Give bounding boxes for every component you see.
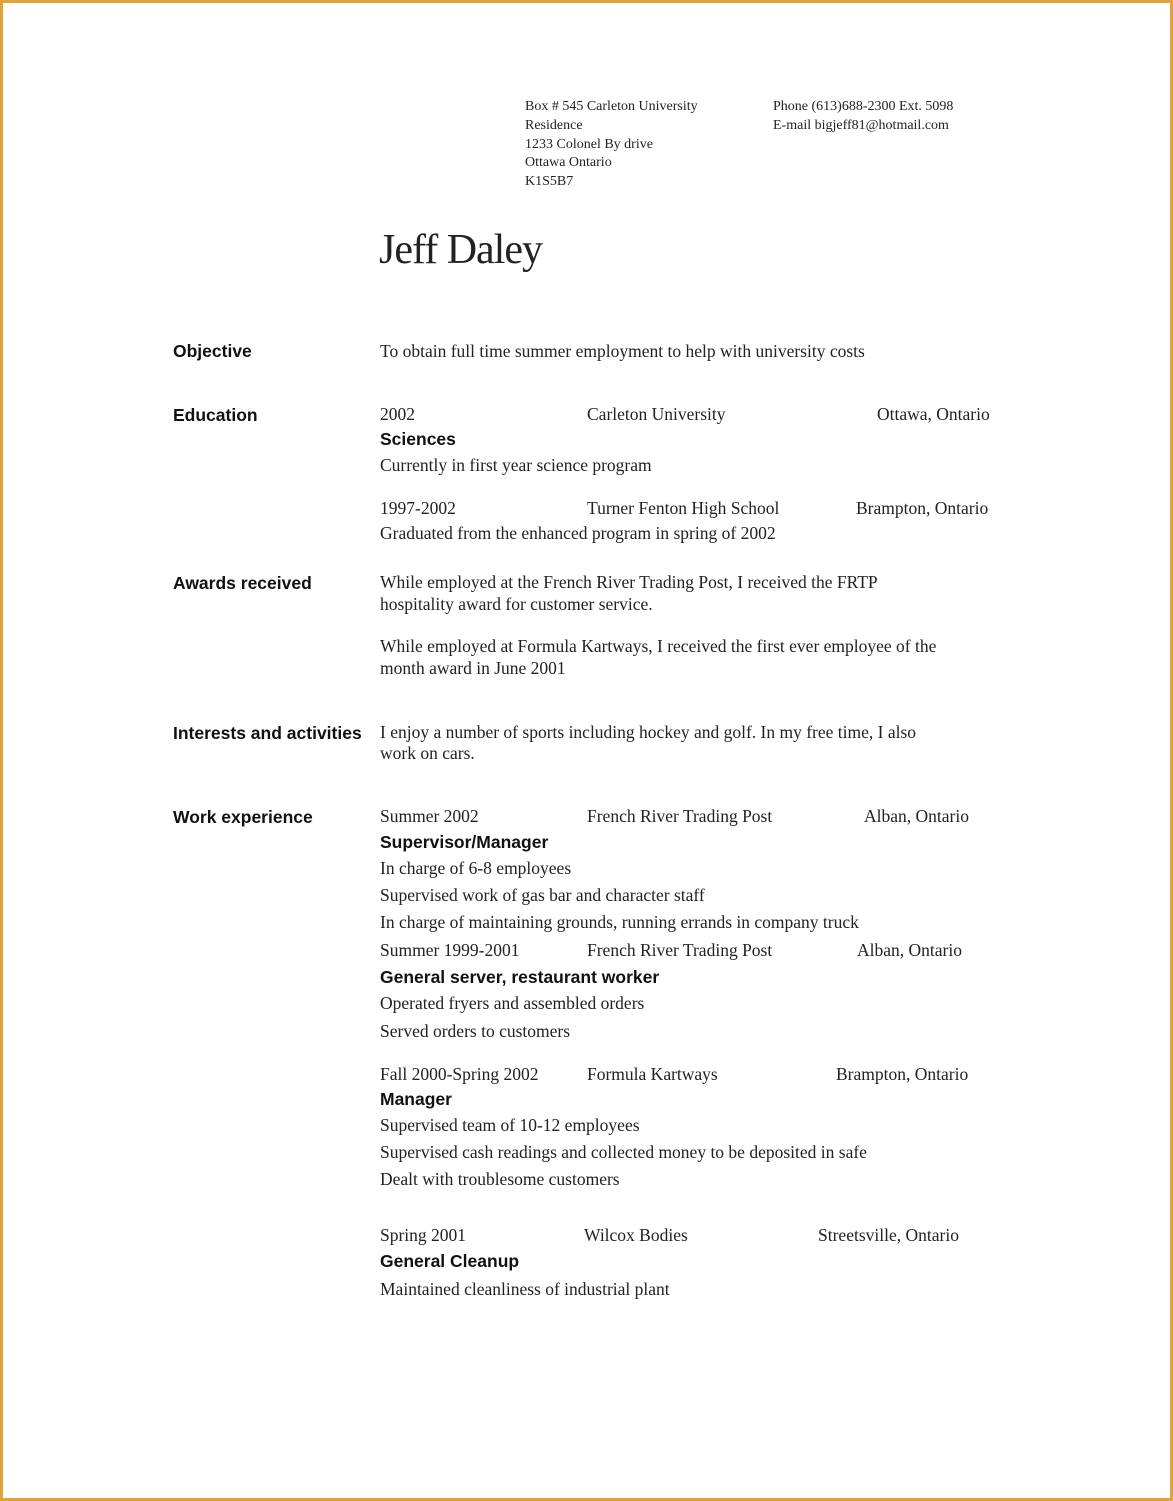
entry-detail: Supervised cash readings and collected money to be deposited in safe bbox=[380, 1142, 867, 1162]
award-line: hospitality award for customer service. bbox=[380, 594, 653, 614]
entry-detail: In charge of 6-8 employees bbox=[380, 858, 572, 878]
address-line: Box # 545 Carleton University bbox=[525, 99, 698, 114]
candidate-name: Jeff Daley bbox=[379, 227, 542, 273]
entry-date: Spring 2001 bbox=[380, 1225, 467, 1245]
phone-text: Phone (613)688-2300 Ext. 5098 bbox=[773, 99, 954, 114]
interests-line: work on cars. bbox=[380, 743, 475, 763]
entry-org: Formula Kartways bbox=[587, 1064, 718, 1084]
entry-location: Alban, Ontario bbox=[864, 806, 969, 826]
entry-org: French River Trading Post bbox=[587, 940, 773, 960]
entry-location: Ottawa, Ontario bbox=[877, 404, 990, 424]
entry-title: General Cleanup bbox=[380, 1251, 520, 1271]
entry-detail: In charge of maintaining grounds, running errands in company truck bbox=[380, 912, 859, 932]
interests-heading: Interests and activities bbox=[173, 723, 362, 743]
entry-detail: Supervised team of 10-12 employees bbox=[380, 1115, 640, 1135]
address-line: K1S5B7 bbox=[525, 174, 574, 189]
entry-date: Summer 1999-2001 bbox=[380, 940, 520, 960]
entry-date: Summer 2002 bbox=[380, 806, 479, 826]
address-line: Residence bbox=[525, 118, 583, 133]
entry-org: French River Trading Post bbox=[587, 806, 773, 826]
entry-detail: Supervised work of gas bar and character staff bbox=[380, 885, 705, 905]
email-text: E-mail bigjeff81@hotmail.com bbox=[773, 118, 949, 133]
objective-text: To obtain full time summer employment to help with university costs bbox=[380, 341, 865, 361]
interests-line: I enjoy a number of sports including hockey and golf. In my free time, I also bbox=[380, 722, 917, 742]
address-line: Ottawa Ontario bbox=[525, 155, 612, 170]
entry-date: 1997-2002 bbox=[380, 498, 456, 518]
award-line: While employed at the French River Trading Post, I received the FRTP bbox=[380, 572, 878, 592]
entry-location: Brampton, Ontario bbox=[836, 1064, 969, 1084]
entry-detail: Graduated from the enhanced program in spring of 2002 bbox=[380, 523, 776, 543]
entry-location: Alban, Ontario bbox=[857, 940, 962, 960]
entry-org: Turner Fenton High School bbox=[587, 498, 780, 518]
entry-detail: Dealt with troublesome customers bbox=[380, 1169, 620, 1189]
entry-org: Wilcox Bodies bbox=[584, 1225, 688, 1245]
entry-org: Carleton University bbox=[587, 404, 726, 424]
entry-detail: Served orders to customers bbox=[380, 1021, 571, 1041]
entry-location: Brampton, Ontario bbox=[856, 498, 989, 518]
entry-detail: Currently in first year science program bbox=[380, 455, 652, 475]
entry-title: Sciences bbox=[380, 429, 456, 449]
entry-title: General server, restaurant worker bbox=[380, 967, 660, 987]
entry-detail: Maintained cleanliness of industrial plant bbox=[380, 1279, 670, 1299]
entry-title: Manager bbox=[380, 1089, 452, 1109]
award-line: month award in June 2001 bbox=[380, 658, 566, 678]
work-heading: Work experience bbox=[173, 807, 313, 827]
address-line: 1233 Colonel By drive bbox=[525, 137, 653, 152]
award-line: While employed at Formula Kartways, I received the first ever employee of the bbox=[380, 636, 937, 656]
entry-location: Streetsville, Ontario bbox=[818, 1225, 959, 1245]
entry-date: Fall 2000-Spring 2002 bbox=[380, 1064, 539, 1084]
entry-title: Supervisor/Manager bbox=[380, 832, 549, 852]
entry-date: 2002 bbox=[380, 404, 415, 424]
awards-heading: Awards received bbox=[173, 573, 312, 593]
objective-heading: Objective bbox=[173, 341, 252, 361]
education-heading: Education bbox=[173, 405, 258, 425]
entry-detail: Operated fryers and assembled orders bbox=[380, 993, 645, 1013]
